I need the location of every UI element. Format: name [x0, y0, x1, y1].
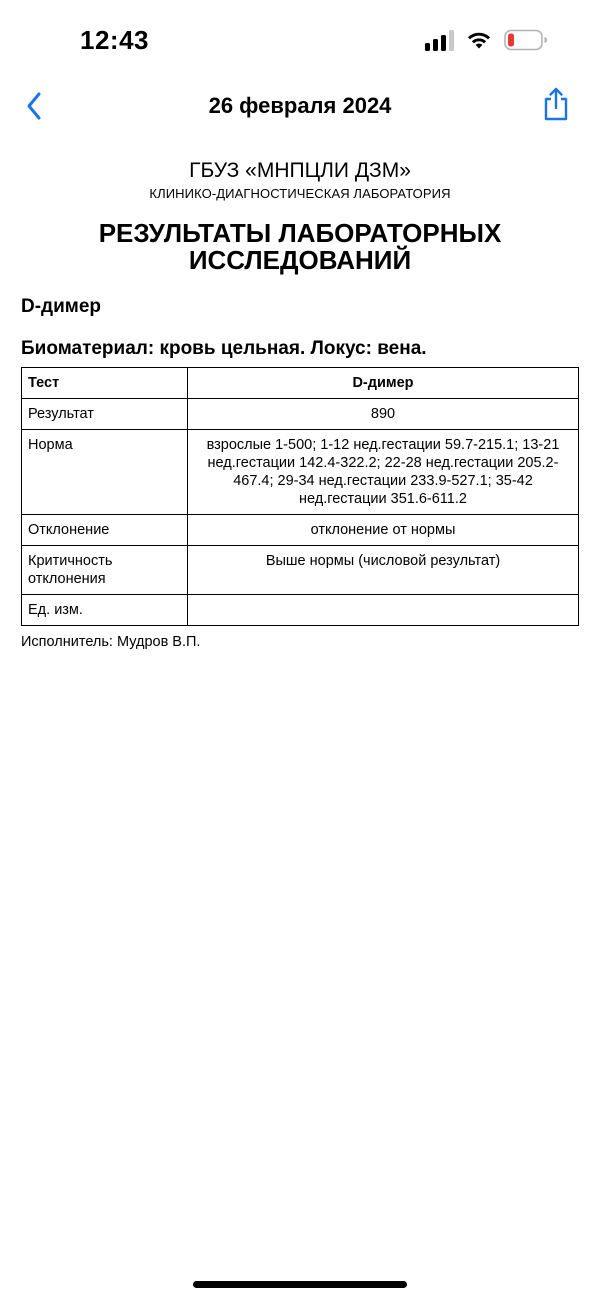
share-icon: [542, 86, 570, 122]
executor: Исполнитель: Мудров В.П.: [21, 634, 201, 650]
biomaterial: Биоматериал: кровь цельная. Локус: вена.: [21, 338, 427, 359]
row-value: 890: [188, 399, 579, 430]
test-heading: D-димер: [21, 296, 102, 317]
document-title: [21, 220, 579, 274]
row-label: Отклонение: [22, 515, 188, 546]
status-bar: [0, 0, 600, 80]
wifi-icon: [466, 30, 492, 50]
results-table: [21, 367, 579, 626]
home-indicator[interactable]: [193, 1281, 407, 1288]
battery-icon: [504, 29, 548, 51]
table-row: [22, 515, 579, 546]
table-row: [22, 595, 579, 626]
row-value: взрослые 1-500; 1-12 нед.гестации 59.7-215.1; 13-21 нед.гестации 142.4-322.2; 22-28 нед.гестации 205.2-467.4; 29-34 нед.гестации 233.9-527.1; 35-42 нед.гестации 351.6-611.2: [188, 430, 579, 515]
row-label: Критичность отклонения: [22, 546, 188, 595]
table-row: [22, 430, 579, 515]
table-header-value: D-димер: [188, 368, 579, 399]
signal-icon: [425, 29, 454, 51]
row-value: [188, 595, 579, 626]
row-label: Ед. изм.: [22, 595, 188, 626]
row-label: Норма: [22, 430, 188, 515]
row-value: Выше нормы (числовой результат): [188, 546, 579, 595]
table-header-label: Тест: [22, 368, 188, 399]
table-row: [22, 546, 579, 595]
page-title: 26 февраля 2024: [208, 93, 392, 118]
document: [21, 155, 579, 650]
row-value: отклонение от нормы: [188, 515, 579, 546]
document-title-line-2: ИССЛЕДОВАНИЙ: [188, 245, 412, 275]
table-header-row: [22, 368, 579, 399]
share-button[interactable]: [542, 86, 570, 122]
document-title-line-1: РЕЗУЛЬТАТЫ ЛАБОРАТОРНЫХ: [98, 218, 502, 248]
nav-bar: [0, 80, 600, 132]
org-subtitle: КЛИНИКО-ДИАГНОСТИЧЕСКАЯ ЛАБОРАТОРИЯ: [149, 186, 451, 201]
row-label: Результат: [22, 399, 188, 430]
status-time: 12:43: [80, 25, 149, 55]
org-name: ГБУЗ «МНПЦЛИ ДЗМ»: [189, 159, 411, 182]
table-row: [22, 399, 579, 430]
status-icons: [425, 29, 548, 51]
